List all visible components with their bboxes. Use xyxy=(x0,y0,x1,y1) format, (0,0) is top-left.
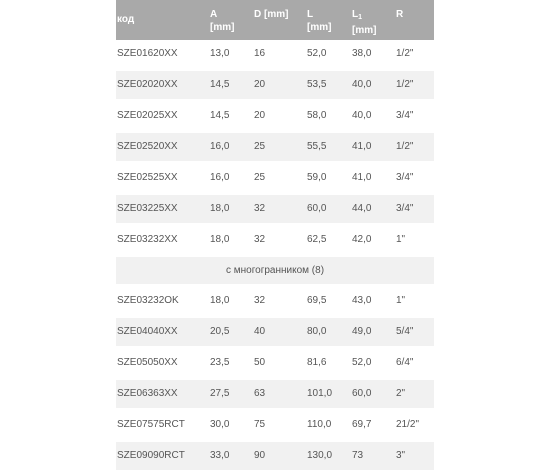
cell-r: 1/2" xyxy=(396,79,414,90)
cell-code: SZE02520XX xyxy=(117,141,178,152)
cell-l: 80,0 xyxy=(307,326,327,337)
header-a xyxy=(210,8,234,34)
cell-l: 130,0 xyxy=(307,450,333,461)
cell-d: 32 xyxy=(254,295,266,306)
header-l-unit: [mm] xyxy=(307,22,332,33)
cell-r: 6/4" xyxy=(396,357,414,368)
cell-code: SZE09090RCT xyxy=(117,450,185,461)
table-row xyxy=(116,411,434,439)
table-row xyxy=(116,195,434,223)
cell-a: 14,5 xyxy=(210,79,230,90)
cell-l: 53,5 xyxy=(307,79,327,90)
cell-code: SZE03232OK xyxy=(117,295,179,306)
table-row xyxy=(116,164,434,192)
cell-l1: 69,7 xyxy=(352,419,372,430)
cell-l: 62,5 xyxy=(307,234,327,245)
table-row xyxy=(116,71,434,99)
cell-code: SZE03225XX xyxy=(117,203,178,214)
cell-code: SZE02020XX xyxy=(117,79,178,90)
cell-r: 21/2" xyxy=(396,419,420,430)
cell-code: SZE04040XX xyxy=(117,326,178,337)
header-l1-label: L xyxy=(352,9,359,20)
group-row xyxy=(116,257,434,284)
header-l1-unit: [mm] xyxy=(352,25,377,36)
cell-d: 16 xyxy=(254,48,266,59)
cell-l: 60,0 xyxy=(307,203,327,214)
cell-r: 5/4" xyxy=(396,326,414,337)
cell-l: 110,0 xyxy=(307,419,332,430)
cell-r: 1/2" xyxy=(396,141,414,152)
cell-l1: 40,0 xyxy=(352,110,372,121)
cell-a: 13,0 xyxy=(210,48,230,59)
cell-d: 25 xyxy=(254,141,266,152)
cell-r: 3/4" xyxy=(396,172,414,183)
table-row xyxy=(116,102,434,130)
cell-d: 90 xyxy=(254,450,266,461)
cell-r: 3/4" xyxy=(396,203,414,214)
table-row xyxy=(116,442,434,470)
cell-l1: 38,0 xyxy=(352,48,372,59)
cell-a: 30,0 xyxy=(210,419,230,430)
cell-l1: 41,0 xyxy=(352,141,372,152)
cell-l1: 49,0 xyxy=(352,326,372,337)
cell-l1: 41,0 xyxy=(352,172,372,183)
header-l1-sub: 1 xyxy=(358,14,363,21)
cell-a: 23,5 xyxy=(210,357,230,368)
cell-l: 101,0 xyxy=(307,388,333,399)
table-row xyxy=(116,133,434,161)
table-row xyxy=(116,287,434,315)
spec-table xyxy=(116,0,434,470)
cell-code: SZE05050XX xyxy=(117,357,178,368)
header-r: R xyxy=(396,9,404,20)
cell-d: 25 xyxy=(254,172,266,183)
table-header xyxy=(116,0,434,40)
cell-a: 16,0 xyxy=(210,172,230,183)
table-row xyxy=(116,226,434,254)
cell-code: SZE01620XX xyxy=(117,48,178,59)
header-l1 xyxy=(352,8,376,37)
header-code: код xyxy=(117,14,135,25)
cell-l: 59,0 xyxy=(307,172,327,183)
cell-l1: 42,0 xyxy=(352,234,372,245)
table-row xyxy=(116,318,434,346)
cell-r: 1/2" xyxy=(396,48,414,59)
cell-l: 69,5 xyxy=(307,295,327,306)
header-l xyxy=(307,8,331,34)
cell-l: 58,0 xyxy=(307,110,327,121)
table-row xyxy=(116,40,434,68)
cell-l1: 52,0 xyxy=(352,357,372,368)
cell-r: 2" xyxy=(396,388,406,399)
header-d: D [mm] xyxy=(254,9,289,20)
cell-a: 16,0 xyxy=(210,141,230,152)
cell-a: 18,0 xyxy=(210,234,230,245)
cell-code: SZE02525XX xyxy=(117,172,178,183)
cell-a: 18,0 xyxy=(210,295,230,306)
cell-l: 52,0 xyxy=(307,48,327,59)
group-label: с многогранником (8) xyxy=(225,265,325,276)
cell-code: SZE02025XX xyxy=(117,110,178,121)
cell-a: 18,0 xyxy=(210,203,230,214)
cell-a: 14,5 xyxy=(210,110,230,121)
cell-r: 1" xyxy=(396,295,406,306)
header-a-label: A xyxy=(210,9,218,20)
cell-a: 20,5 xyxy=(210,326,230,337)
cell-code: SZE06363XX xyxy=(117,388,178,399)
cell-d: 32 xyxy=(254,234,266,245)
cell-d: 75 xyxy=(254,419,266,430)
cell-d: 63 xyxy=(254,388,266,399)
cell-l1: 60,0 xyxy=(352,388,372,399)
header-l-label: L xyxy=(307,9,314,20)
table-row xyxy=(116,380,434,408)
cell-d: 50 xyxy=(254,357,266,368)
cell-l1: 43,0 xyxy=(352,295,372,306)
cell-a: 27,5 xyxy=(210,388,230,399)
cell-l: 81,6 xyxy=(307,357,327,368)
cell-r: 1" xyxy=(396,234,406,245)
cell-r: 3" xyxy=(396,450,406,461)
table-row xyxy=(116,349,434,377)
cell-r: 3/4" xyxy=(396,110,414,121)
cell-l1: 40,0 xyxy=(352,79,372,90)
cell-l: 55,5 xyxy=(307,141,327,152)
cell-a: 33,0 xyxy=(210,450,230,461)
cell-d: 20 xyxy=(254,79,266,90)
cell-d: 20 xyxy=(254,110,266,121)
cell-l1: 44,0 xyxy=(352,203,372,214)
cell-d: 40 xyxy=(254,326,266,337)
header-a-unit: [mm] xyxy=(210,22,235,33)
cell-code: SZE07575RCT xyxy=(117,419,185,430)
cell-l1: 73 xyxy=(352,450,364,461)
cell-d: 32 xyxy=(254,203,266,214)
cell-code: SZE03232XX xyxy=(117,234,178,245)
